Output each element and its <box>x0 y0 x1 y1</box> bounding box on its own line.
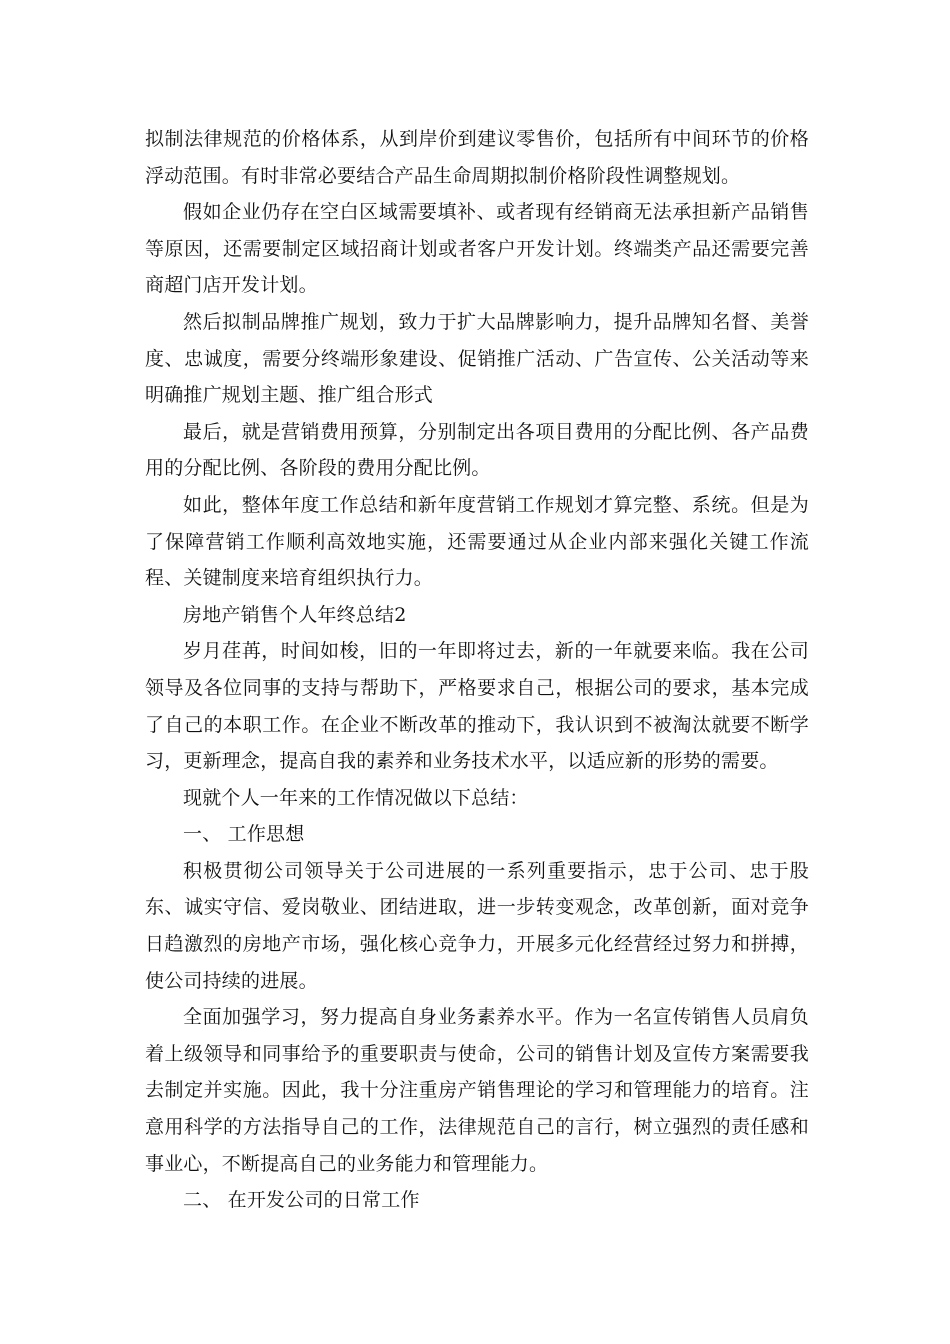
paragraph-price-system: 拟制法律规范的价格体系，从到岸价到建议零售价，包括所有中间环节的价格浮动范围。有时非常必要结合产品生命周期拟制价格阶段性调整规划。 <box>145 128 809 187</box>
heading-daily-work: 二、 在开发公司的日常工作 <box>183 1189 420 1212</box>
paragraph-brand-promotion: 然后拟制品牌推广规划，致力于扩大品牌影响力，提升品牌知名督、美誉度、忠诚度，需要分终端形象建设、促销推广活动、广告宣传、公关活动等来明确推广规划主题、推广组合形式 <box>145 310 809 407</box>
paragraph-conclusion: 如此，整体年度工作总结和新年度营销工作规划才算完整、系统。但是为了保障营销工作顺利高效地实施，还需要通过从企业内部来强化关键工作流程、关键制度来培育组织执行力。 <box>145 493 809 590</box>
paragraph-learning: 全面加强学习，努力提高自身业务素养水平。作为一名宣传销售人员肩负着上级领导和同事给予的重要职责与使命，公司的销售计划及宣传方案需要我去制定并实施。因此，我十分注重房产销售理论的学习和管理能力的培育。注意用科学的方法指导自己的工作，法律规范自己的言行，树立强烈的责任感和事业心，不断提高自己的业务能力和管理能力。 <box>145 1006 809 1175</box>
paragraph-regional-plan: 假如企业仍存在空白区域需要填补、或者现有经销商无法承担新产品销售等原因，还需要制定区域招商计划或者客户开发计划。终端类产品还需要完善商超门店开发计划。 <box>145 201 809 297</box>
section-title-summary-2: 房地产销售个人年终总结2 <box>183 603 407 626</box>
paragraph-summary-intro: 现就个人一年来的工作情况做以下总结： <box>183 786 529 809</box>
paragraph-year-review: 岁月荏苒，时间如梭，旧的一年即将过去，新的一年就要来临。我在公司领导及各位同事的支持与帮助下，严格要求自己，根据公司的要求，基本完成了自己的本职工作。在企业不断改革的推动下，我认识到不被淘汰就要不断学习，更新理念，提高自我的素养和业务技术水平，以适应新的形势的需要。 <box>145 640 809 773</box>
paragraph-budget: 最后，就是营销费用预算，分别制定出各项目费用的分配比例、各产品费用的分配比例、各阶段的费用分配比例。 <box>145 420 809 480</box>
document-page <box>145 121 809 1219</box>
heading-work-thought: 一、 工作思想 <box>183 823 305 846</box>
paragraph-company-directives: 积极贯彻公司领导关于公司进展的一系列重要指示，忠于公司、忠于股东、诚实守信、爱岗敬业、团结进取，进一步转变观念，改革创新，面对竞争日趋激烈的房地产市场，强化核心竞争力，开展多元化经营经过努力和拼搏，使公司持续的进展。 <box>145 859 809 992</box>
